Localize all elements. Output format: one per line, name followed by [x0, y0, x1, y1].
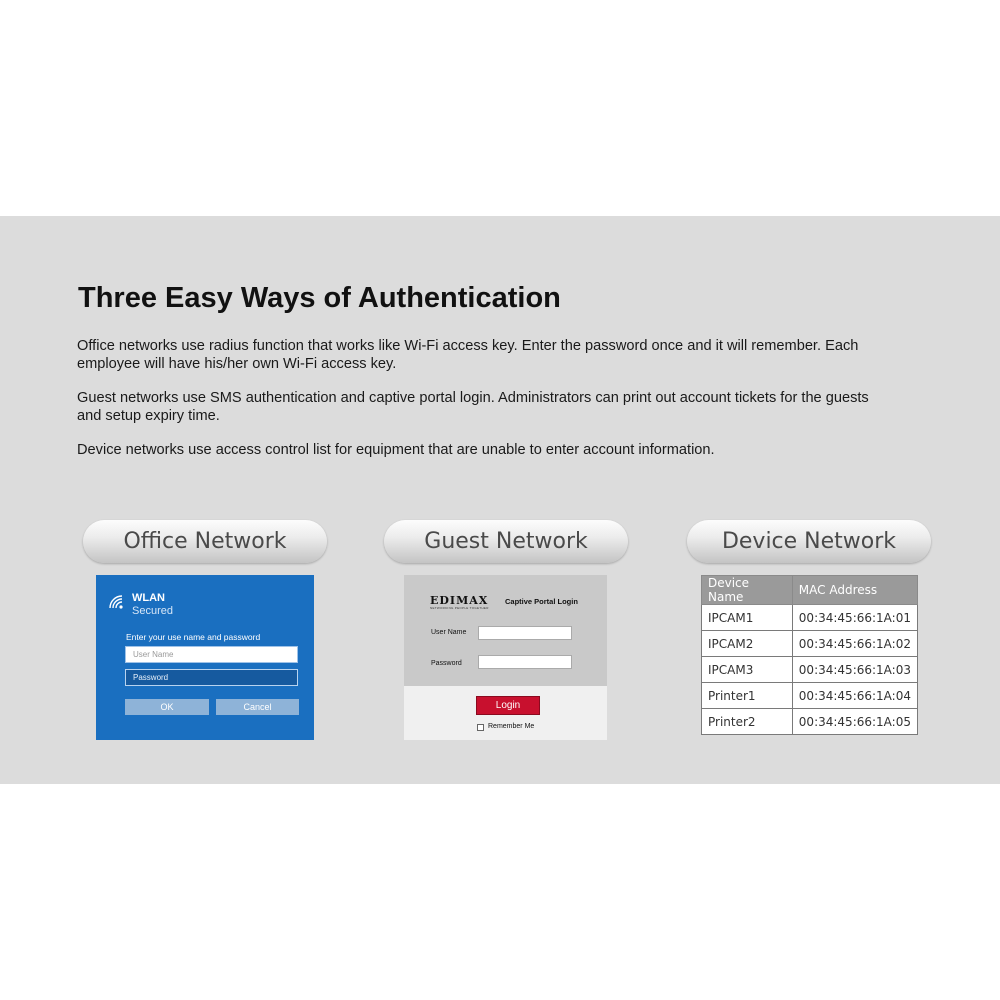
table-header-row	[702, 576, 918, 605]
wifi-icon	[108, 594, 126, 610]
portal-username-input[interactable]	[478, 626, 572, 640]
portal-password-input[interactable]	[478, 655, 572, 669]
table-row	[702, 709, 918, 735]
login-prompt: Enter your use name and password	[126, 632, 261, 642]
device-name-cell: IPCAM1	[702, 605, 793, 631]
office-login-card	[96, 575, 314, 740]
device-description: Device networks use access control list for equipment that are unable to enter account information.	[77, 442, 715, 458]
username-input[interactable]: User Name	[125, 646, 298, 663]
device-name-cell: IPCAM3	[702, 657, 793, 683]
office-network-heading: Office Network	[83, 520, 327, 563]
portal-title: Captive Portal Login	[505, 597, 578, 606]
device-network-heading: Device Network	[687, 520, 931, 563]
mac-address-cell: 00:34:45:66:1A:04	[792, 683, 917, 709]
wlan-title: WLAN	[132, 592, 165, 604]
column-header: Device Name	[702, 576, 793, 605]
username-label: User Name	[431, 629, 467, 636]
cancel-button[interactable]: Cancel	[216, 699, 299, 715]
table-row	[702, 683, 918, 709]
remember-me-label: Remember Me	[488, 723, 535, 730]
login-button[interactable]: Login	[476, 696, 540, 715]
table-row	[702, 605, 918, 631]
mac-address-cell: 00:34:45:66:1A:02	[792, 631, 917, 657]
edimax-logo: EDIMAX	[430, 594, 489, 607]
captive-portal-card	[404, 575, 607, 740]
column-header: MAC Address	[792, 576, 917, 605]
device-name-cell: Printer1	[702, 683, 793, 709]
ok-button[interactable]: OK	[125, 699, 209, 715]
password-input[interactable]: Password	[125, 669, 298, 686]
mac-address-cell: 00:34:45:66:1A:05	[792, 709, 917, 735]
mac-address-cell: 00:34:45:66:1A:01	[792, 605, 917, 631]
password-label: Password	[431, 660, 462, 667]
section-title: Three Easy Ways of Authentication	[78, 282, 561, 314]
device-name-cell: Printer2	[702, 709, 793, 735]
device-name-cell: IPCAM2	[702, 631, 793, 657]
remember-me-checkbox[interactable]	[477, 724, 484, 731]
office-description: Office networks use radius function that works like Wi-Fi access key. Enter the password once and it will remember. Each employee will have his/her own Wi-Fi access key.	[77, 338, 859, 372]
guest-description: Guest networks use SMS authentication and captive portal login. Administrators can print out account tickets for the guests and setup expiry time.	[77, 390, 869, 424]
mac-address-cell: 00:34:45:66:1A:03	[792, 657, 917, 683]
table-row	[702, 657, 918, 683]
wlan-status: Secured	[132, 605, 173, 617]
guest-network-heading: Guest Network	[384, 520, 628, 563]
logo-tagline: NETWORKING PEOPLE TOGETHER	[430, 606, 489, 610]
table-row	[702, 631, 918, 657]
device-acl-table	[701, 575, 918, 735]
